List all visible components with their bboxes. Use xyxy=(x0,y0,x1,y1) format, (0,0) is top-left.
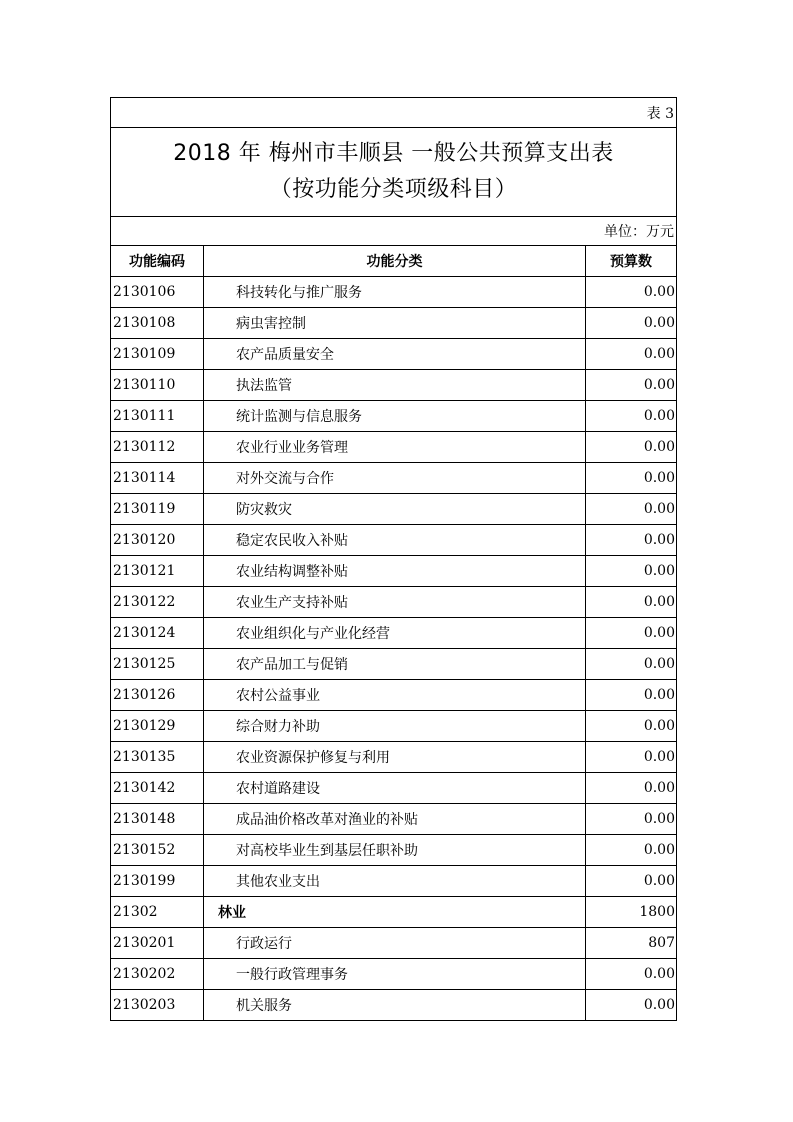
row-amount: 0.00 xyxy=(586,649,677,680)
row-name: 农业组织化与产业化经营 xyxy=(204,618,586,649)
row-name: 一般行政管理事务 xyxy=(204,959,586,990)
table-row xyxy=(111,649,676,680)
table-row xyxy=(111,618,676,649)
row-name: 对外交流与合作 xyxy=(204,463,586,494)
row-name: 农业结构调整补贴 xyxy=(204,556,586,587)
row-name: 农村公益事业 xyxy=(204,680,586,711)
row-name: 科技转化与推广服务 xyxy=(204,277,586,308)
row-name: 病虫害控制 xyxy=(204,308,586,339)
row-amount: 0.00 xyxy=(586,804,677,835)
row-amount: 0.00 xyxy=(586,835,677,866)
page-subtitle: （按功能分类项级科目） xyxy=(269,177,518,202)
table-row xyxy=(111,835,676,866)
row-code: 21302 xyxy=(111,897,204,928)
row-code: 2130112 xyxy=(111,432,204,463)
table-row xyxy=(111,432,676,463)
row-amount: 0.00 xyxy=(586,680,677,711)
row-name: 农业生产支持补贴 xyxy=(204,587,586,618)
row-amount: 0.00 xyxy=(586,339,677,370)
table-body xyxy=(111,277,676,1021)
row-code: 2130124 xyxy=(111,618,204,649)
row-amount: 0.00 xyxy=(586,587,677,618)
row-amount: 1800 xyxy=(586,897,677,928)
row-name: 其他农业支出 xyxy=(204,866,586,897)
row-amount: 0.00 xyxy=(586,556,677,587)
row-amount: 0.00 xyxy=(586,463,677,494)
table-number: 表 3 xyxy=(111,98,676,128)
header-name: 功能分类 xyxy=(204,246,586,277)
table-row xyxy=(111,804,676,835)
row-code: 2130135 xyxy=(111,742,204,773)
row-amount: 0.00 xyxy=(643,997,675,1013)
row-name: 农产品质量安全 xyxy=(204,339,586,370)
table-row xyxy=(111,556,676,587)
row-amount: 0.00 xyxy=(586,308,677,339)
title-block xyxy=(111,128,676,217)
row-name: 林业 xyxy=(204,897,586,928)
row-amount: 0.00 xyxy=(586,370,677,401)
row-amount: 0.00 xyxy=(586,277,677,308)
table-row xyxy=(111,742,676,773)
table-row xyxy=(111,277,676,308)
table-row xyxy=(111,928,676,959)
row-amount: 0.00 xyxy=(586,742,677,773)
table-row xyxy=(111,525,676,556)
row-amount: 0.00 xyxy=(586,432,677,463)
row-code: 2130109 xyxy=(111,339,204,370)
row-amount: 0.00 xyxy=(586,773,677,804)
row-code: 2130152 xyxy=(111,835,204,866)
row-amount: 0.00 xyxy=(586,494,677,525)
table-row xyxy=(111,897,676,928)
unit-label: 单位：万元 xyxy=(111,217,676,246)
row-code: 2130199 xyxy=(111,866,204,897)
budget-table-sheet xyxy=(110,97,677,1021)
row-code: 2130202 xyxy=(111,959,204,990)
row-name: 对高校毕业生到基层任职补助 xyxy=(204,835,586,866)
table-row xyxy=(111,308,676,339)
row-code: 2130111 xyxy=(111,401,204,432)
row-code: 2130106 xyxy=(111,277,204,308)
table-row xyxy=(111,680,676,711)
row-code: 2130121 xyxy=(111,556,204,587)
row-code: 2130148 xyxy=(111,804,204,835)
row-name: 农产品加工与促销 xyxy=(204,649,586,680)
row-code: 2130108 xyxy=(111,308,204,339)
row-name: 农业行业业务管理 xyxy=(204,432,586,463)
table-row xyxy=(111,339,676,370)
table-header-row xyxy=(111,246,676,277)
table-row xyxy=(111,463,676,494)
table-row xyxy=(111,494,676,525)
row-name: 综合财力补助 xyxy=(204,711,586,742)
row-code: 2130129 xyxy=(111,711,204,742)
row-amount: 0.00 xyxy=(586,401,677,432)
row-name: 行政运行 xyxy=(204,928,586,959)
row-code: 2130201 xyxy=(111,928,204,959)
row-name: 执法监管 xyxy=(204,370,586,401)
row-amount: 0.00 xyxy=(586,618,677,649)
table-row xyxy=(111,401,676,432)
row-code: 2130142 xyxy=(111,773,204,804)
row-code: 2130119 xyxy=(111,494,204,525)
header-code: 功能编码 xyxy=(111,246,204,277)
header-amount: 预算数 xyxy=(586,246,677,277)
row-code: 2130122 xyxy=(111,587,204,618)
table-row xyxy=(111,959,676,990)
row-code: 2130110 xyxy=(111,370,204,401)
row-amount: 807 xyxy=(586,928,677,959)
budget-table xyxy=(111,246,676,1020)
page-title: 2018 年 梅州市丰顺县 一般公共预算支出表 xyxy=(173,141,614,166)
table-row xyxy=(111,370,676,401)
row-name: 机关服务 xyxy=(204,990,586,1021)
row-amount: 0.00 xyxy=(586,525,677,556)
row-name: 统计监测与信息服务 xyxy=(204,401,586,432)
row-code: 2130203 xyxy=(111,990,204,1021)
row-amount: 0.00 xyxy=(586,866,677,897)
row-code: 2130125 xyxy=(111,649,204,680)
table-row xyxy=(111,866,676,897)
row-code: 2130114 xyxy=(111,463,204,494)
table-row xyxy=(111,711,676,742)
table-row xyxy=(111,587,676,618)
table-row xyxy=(111,773,676,804)
row-name: 稳定农民收入补贴 xyxy=(204,525,586,556)
row-amount: 0.00 xyxy=(586,959,677,990)
row-name: 农业资源保护修复与利用 xyxy=(204,742,586,773)
table-row xyxy=(111,990,676,1021)
row-amount: 0.00 xyxy=(586,711,677,742)
row-code: 2130126 xyxy=(111,680,204,711)
row-name: 成品油价格改革对渔业的补贴 xyxy=(204,804,586,835)
row-name: 防灾救灾 xyxy=(204,494,586,525)
row-name: 农村道路建设 xyxy=(204,773,586,804)
row-code: 2130120 xyxy=(111,525,204,556)
